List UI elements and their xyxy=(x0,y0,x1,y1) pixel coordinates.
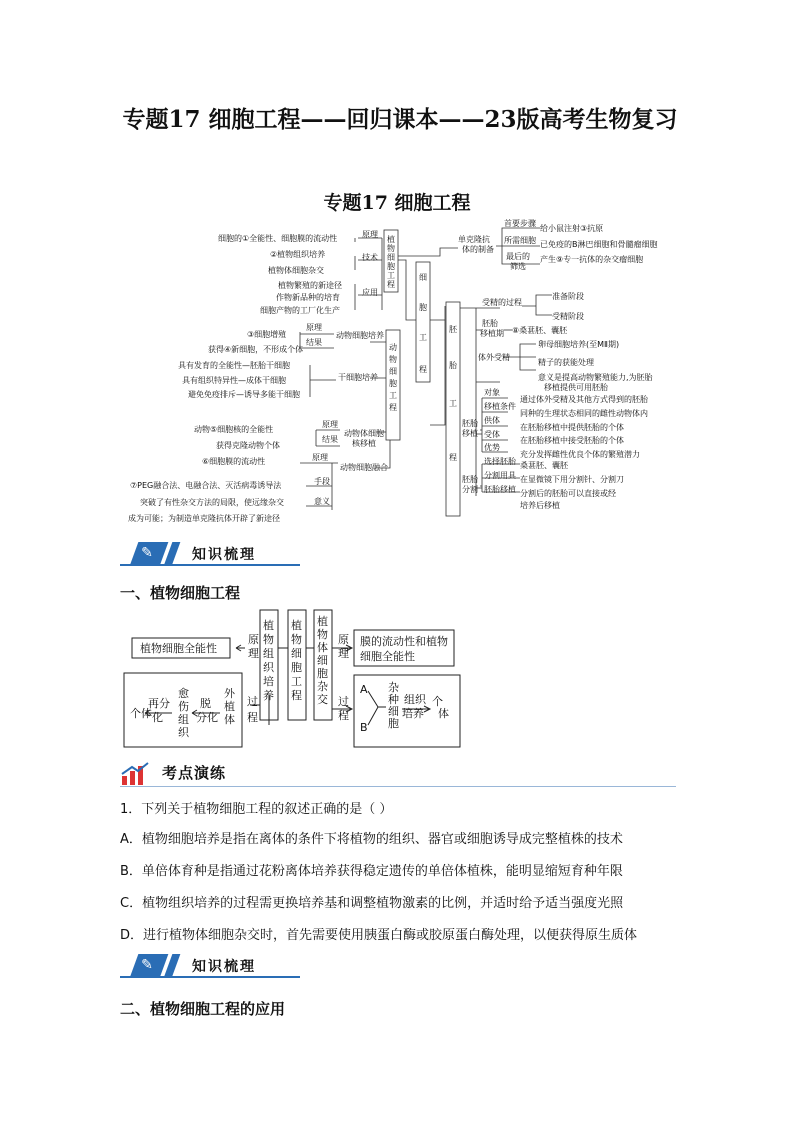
stem-item: 具有发育的全能性—胚胎干细胞 xyxy=(178,361,290,370)
label-guocheng-r: 过 xyxy=(338,695,349,708)
ivf-item: 精子的获能处理 xyxy=(538,358,594,367)
col-text: 植物细胞工程 xyxy=(291,619,302,702)
banner-label: 考点演练 xyxy=(162,764,227,782)
chain-item: 个体 xyxy=(130,707,152,720)
ivf-item: 卵母细胞培养(至MⅡ期) xyxy=(538,340,620,349)
transfer-label: 胚胎 xyxy=(482,319,498,328)
fusion-item: ⑥细胞膜的流动性 xyxy=(202,457,266,466)
document-title: 专题17 细胞工程——回归课本——23版高考生物复习 xyxy=(122,106,678,133)
et-item: 充分发挥雌性优良个体的繁殖潜力 xyxy=(520,450,640,459)
pencil-note-icon: ✎ xyxy=(141,957,153,973)
box-text: 植物细胞全能性 xyxy=(140,642,217,655)
chain-item: 外植体 xyxy=(224,687,235,726)
relation-label: 原理 xyxy=(312,453,328,462)
ivf-label: 体外受精 xyxy=(478,353,510,362)
animal-branch xyxy=(128,323,390,523)
box-text: 膜的流动性和植物 xyxy=(360,635,448,648)
split-key: 胚胎移植 xyxy=(484,485,516,494)
option-c[interactable]: C．植物组织培养的过程需更换培养基和调整植物激素的比例，并适时给予适当强度光照 xyxy=(120,896,624,911)
label-guocheng: 过 xyxy=(247,695,258,708)
ivf-item: 移植提供可用胚胎 xyxy=(544,383,608,392)
transfer-label: 移植期 xyxy=(480,329,504,338)
fusion-item: ⑦PEG融合法、电融合法、灭活病毒诱导法 xyxy=(130,481,282,490)
chain-item: A xyxy=(360,683,368,696)
et-item: 通过体外受精及其他方式得到的胚胎 xyxy=(520,395,648,404)
nt-label: 核移植 xyxy=(352,439,376,448)
plant-item: 细胞的①全能性、细胞膜的流动性 xyxy=(218,234,338,243)
relation-label: 原理 xyxy=(322,420,338,429)
bar-chart-icon xyxy=(120,762,150,786)
split-item: 分割后的胚胎可以直接或经 xyxy=(520,489,616,498)
split-label: 分割 xyxy=(462,485,478,494)
split-item: 桑葚胚、囊胚 xyxy=(520,461,568,470)
section-heading: 二、植物细胞工程的应用 xyxy=(120,1000,286,1018)
relation-label: 手段 xyxy=(314,477,330,486)
option-d[interactable]: D．进行植物体细胞杂交时，首先需要使用胰蛋白酶或胶原蛋白酶处理，以便获得原生质体 xyxy=(120,928,638,943)
mono-label: 体的制备 xyxy=(462,245,494,254)
banner-label: 知识梳理 xyxy=(192,959,256,975)
split-item: 在显微镜下用分割针、分割刀 xyxy=(520,475,624,484)
section-banner xyxy=(120,540,300,570)
concept-map xyxy=(128,219,720,530)
mono-step: 筛选 xyxy=(510,262,526,271)
banner-label: 知识梳理 xyxy=(192,547,256,563)
animal-item: 获得④新细胞，不形成个体 xyxy=(208,345,304,354)
mono-step: 所需细胞 xyxy=(504,236,536,245)
label-yuanli-r: 理 xyxy=(338,647,349,660)
plant-item: 植物繁殖的新途径 xyxy=(278,281,342,290)
fusion-item: 突破了有性杂交方法的局限，使远缘杂交 xyxy=(140,498,284,507)
split-label: 胚胎 xyxy=(462,475,478,484)
split-key: 选择胚胎 xyxy=(484,457,516,466)
chain-item: 分化 xyxy=(196,711,218,724)
fert-item: 受精阶段 xyxy=(552,312,584,321)
et-key: 对象 xyxy=(484,388,500,397)
mono-step: 首要步骤 xyxy=(504,219,536,228)
label-yuanli: 理 xyxy=(248,647,259,660)
plant-item: 植物体细胞杂交 xyxy=(268,266,324,275)
plant-branch xyxy=(218,230,398,315)
mono-label: 单克隆抗 xyxy=(458,235,490,244)
mono-branch xyxy=(398,218,658,271)
relation-label: 结果 xyxy=(306,338,322,347)
chain-item: 培养 xyxy=(402,707,424,720)
mono-item: 给小鼠注射③抗原 xyxy=(540,224,604,233)
stem-item: 避免免疫排斥—诱导多能干细胞 xyxy=(188,390,300,399)
fert-item: 准备阶段 xyxy=(552,292,584,301)
relation-label: 结果 xyxy=(322,435,338,444)
relation-label: 意义 xyxy=(314,497,330,506)
section-banner xyxy=(120,952,300,982)
plant-item: ②植物组织培养 xyxy=(270,250,326,259)
nt-item: 动物⑤细胞核的全能性 xyxy=(194,425,274,434)
et-key: 优势 xyxy=(484,443,500,452)
practice-banner xyxy=(120,760,680,788)
relation-label: 应用 xyxy=(362,288,378,297)
animal-label: 动物细胞工程 xyxy=(389,343,397,412)
culture-label: 动物细胞培养 xyxy=(336,331,384,340)
col-text: 植物组织培养 xyxy=(263,619,274,702)
center-label: 细胞工程 xyxy=(419,273,427,374)
label-yuanli-r: 原 xyxy=(338,633,349,646)
nt-item: 获得克隆动物个体 xyxy=(216,441,280,450)
section-heading: 一、植物细胞工程 xyxy=(120,584,241,602)
document-subtitle: 专题17 细胞工程 xyxy=(323,192,471,214)
mono-step: 最后的 xyxy=(506,252,530,261)
chain-item: 个体 xyxy=(432,695,449,720)
plant-item: 细胞产物的工厂化生产 xyxy=(260,306,340,315)
pencil-note-icon: ✎ xyxy=(141,545,153,561)
fusion-label: 动物细胞融合 xyxy=(340,463,388,472)
chain-item: 杂种细胞 xyxy=(388,681,399,730)
mono-item: 已免疫的B淋巴细胞和骨髓瘤细胞 xyxy=(540,240,658,249)
et-label: 胚胎 xyxy=(462,419,478,428)
question-stem: 1．下列关于植物细胞工程的叙述正确的是（ ） xyxy=(120,802,393,817)
label-guocheng: 程 xyxy=(247,711,258,724)
et-label: 移植 xyxy=(462,429,478,438)
chain-item: 脱 xyxy=(200,697,211,710)
plant-label: 植物细胞工程 xyxy=(387,235,395,289)
et-item: 在胚胎移植中接受胚胎的个体 xyxy=(520,436,624,445)
fert-label: 受精的过程 xyxy=(482,298,522,307)
et-item: 在胚胎移植中提供胚胎的个体 xyxy=(520,423,624,432)
chain-item: 再分 xyxy=(148,697,170,710)
label-yuanli: 原 xyxy=(248,633,259,646)
et-key: 供体 xyxy=(484,416,500,425)
stem-item: 具有组织特异性—成体干细胞 xyxy=(182,376,286,385)
stem-label: 干细胞培养 xyxy=(338,373,378,382)
option-a[interactable]: A．植物细胞培养是指在离体的条件下将植物的组织、器官或细胞诱导成完整植株的技术 xyxy=(120,832,623,847)
embryo-branch xyxy=(460,291,654,510)
chain-item: 愈伤组织 xyxy=(178,687,189,739)
label-guocheng-r: 程 xyxy=(338,709,349,722)
embryo-label: 胚胎工程 xyxy=(449,325,457,462)
col-text: 植物体细胞杂交 xyxy=(317,615,328,706)
split-key: 分割用具 xyxy=(484,471,516,480)
relation-label: 原理 xyxy=(362,230,378,239)
mono-item: 产生⑨专一抗体的杂交瘤细胞 xyxy=(540,255,644,264)
chain-item: 组织 xyxy=(404,693,426,706)
split-item: 培养后移植 xyxy=(520,501,560,510)
transfer-item: ⑧桑葚胚、囊胚 xyxy=(512,326,568,335)
relation-label: 技术 xyxy=(362,253,378,262)
nt-label: 动物体细胞 xyxy=(344,429,384,438)
option-b[interactable]: B．单倍体育种是指通过花粉离体培养获得稳定遗传的单倍体植株，能明显缩短育种年限 xyxy=(120,864,623,879)
fusion-item: 成为可能；为制造单克隆抗体开辟了新途径 xyxy=(128,514,280,523)
plant-cell-engineering-diagram xyxy=(120,605,460,750)
et-item: 同种的生理状态相同的雌性动物体内 xyxy=(520,409,648,418)
chain-item: 化 xyxy=(152,711,163,724)
box-text: 细胞全能性 xyxy=(360,650,415,663)
plant-item: 作物新品种的培育 xyxy=(276,293,340,302)
chain-item: B xyxy=(360,721,368,734)
relation-label: 原理 xyxy=(306,323,322,332)
et-key: 受体 xyxy=(484,430,500,439)
animal-item: ③细胞增殖 xyxy=(247,330,287,339)
ivf-item: 意义是提高动物繁殖能力,为胚胎 xyxy=(538,373,653,382)
et-key: 移植条件 xyxy=(484,402,516,411)
